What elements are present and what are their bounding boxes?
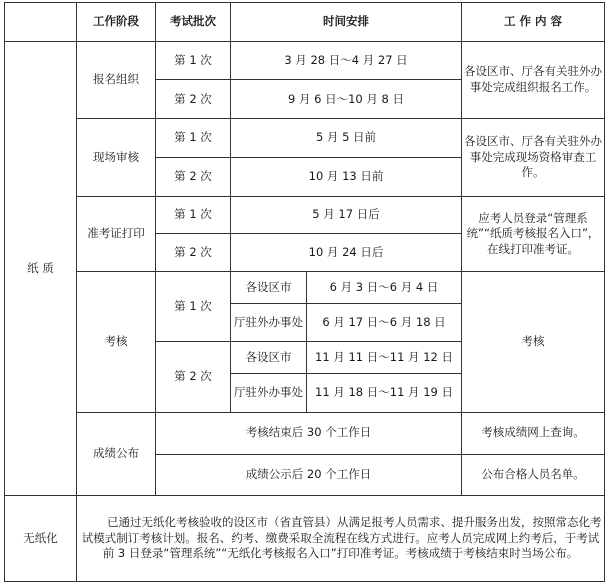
admission-time-1: 5 月 17 日后: [231, 196, 462, 234]
review-time-1: 5 月 5 日前: [231, 119, 462, 158]
admission-time-2: 10 月 24 日后: [231, 234, 462, 272]
review-batch-2: 第 2 次: [156, 157, 231, 196]
paperless-description: 已通过无纸化考核验收的设区市（省直管县）从满足报考人员需求、提升服务出发，按照常态化考试模式制订考核计划。报名、约考、缴费采取全流程在线方式进行。应考人员完成网上约考后，于考试前 3 日登录“管理系统”“无纸化考核报名入口”打印准考证。考核成绩于考核结束时当场公布。: [77, 496, 605, 582]
review-row-1: [5, 119, 605, 158]
exam-stage: 考核: [77, 272, 156, 413]
admission-batch-2: 第 2 次: [156, 234, 231, 272]
results-row-1: [5, 412, 605, 454]
registration-row-1: [5, 41, 605, 80]
results-time-1: 考核结束后 30 个工作日: [156, 412, 462, 454]
exam-org-city-2: 各设区市: [231, 342, 307, 374]
review-content: 各设区市、厅各有关驻外办事处完成现场资格审查工作。: [462, 119, 605, 196]
paperless-row: [5, 496, 605, 582]
registration-stage: 报名组织: [77, 41, 156, 118]
exam-time-b1-city: 6 月 3 日～6 月 4 日: [307, 272, 462, 304]
results-content-2: 公布合格人员名单。: [462, 454, 605, 496]
header-batch: 考试批次: [156, 3, 231, 42]
paperless-label: 无纸化: [5, 496, 77, 582]
admission-row-1: [5, 196, 605, 234]
exam-time-b2-city: 11 月 11 日～11 月 12 日: [307, 342, 462, 374]
exam-row-1: [5, 272, 605, 304]
schedule-table: [4, 2, 605, 582]
results-time-2: 成绩公示后 20 个工作日: [156, 454, 462, 496]
admission-batch-1: 第 1 次: [156, 196, 231, 234]
admission-stage: 准考证打印: [77, 196, 156, 271]
results-content-1: 考核成绩网上查询。: [462, 412, 605, 454]
registration-batch-1: 第 1 次: [156, 41, 231, 80]
exam-org-city-1: 各设区市: [231, 272, 307, 304]
exam-content: 考核: [462, 272, 605, 413]
paper-section-label: 纸 质: [5, 41, 77, 496]
registration-batch-2: 第 2 次: [156, 80, 231, 119]
exam-org-office-2: 厅驻外办事处: [231, 374, 307, 413]
header-row: [5, 3, 605, 42]
admission-content: 应考人员登录“管理系统”“纸质考核报名入口”，在线打印准考证。: [462, 196, 605, 271]
header-stage: 工作阶段: [77, 3, 156, 42]
registration-content: 各设区市、厅各有关驻外办事处完成组织报名工作。: [462, 41, 605, 118]
exam-batch-2: 第 2 次: [156, 342, 231, 412]
exam-org-office-1: 厅驻外办事处: [231, 303, 307, 342]
exam-time-b2-office: 11 月 18 日～11 月 19 日: [307, 374, 462, 413]
review-time-2: 10 月 13 日前: [231, 157, 462, 196]
header-content: 工 作 内 容: [462, 3, 605, 42]
review-batch-1: 第 1 次: [156, 119, 231, 158]
exam-time-b1-office: 6 月 17 日～6 月 18 日: [307, 303, 462, 342]
results-stage: 成绩公布: [77, 412, 156, 496]
header-time: 时间安排: [231, 3, 462, 42]
review-stage: 现场审核: [77, 119, 156, 196]
registration-time-2: 9 月 6 日～10 月 8 日: [231, 80, 462, 119]
exam-batch-1: 第 1 次: [156, 272, 231, 342]
corner-cell: [5, 3, 77, 42]
registration-time-1: 3 月 28 日～4 月 27 日: [231, 41, 462, 80]
